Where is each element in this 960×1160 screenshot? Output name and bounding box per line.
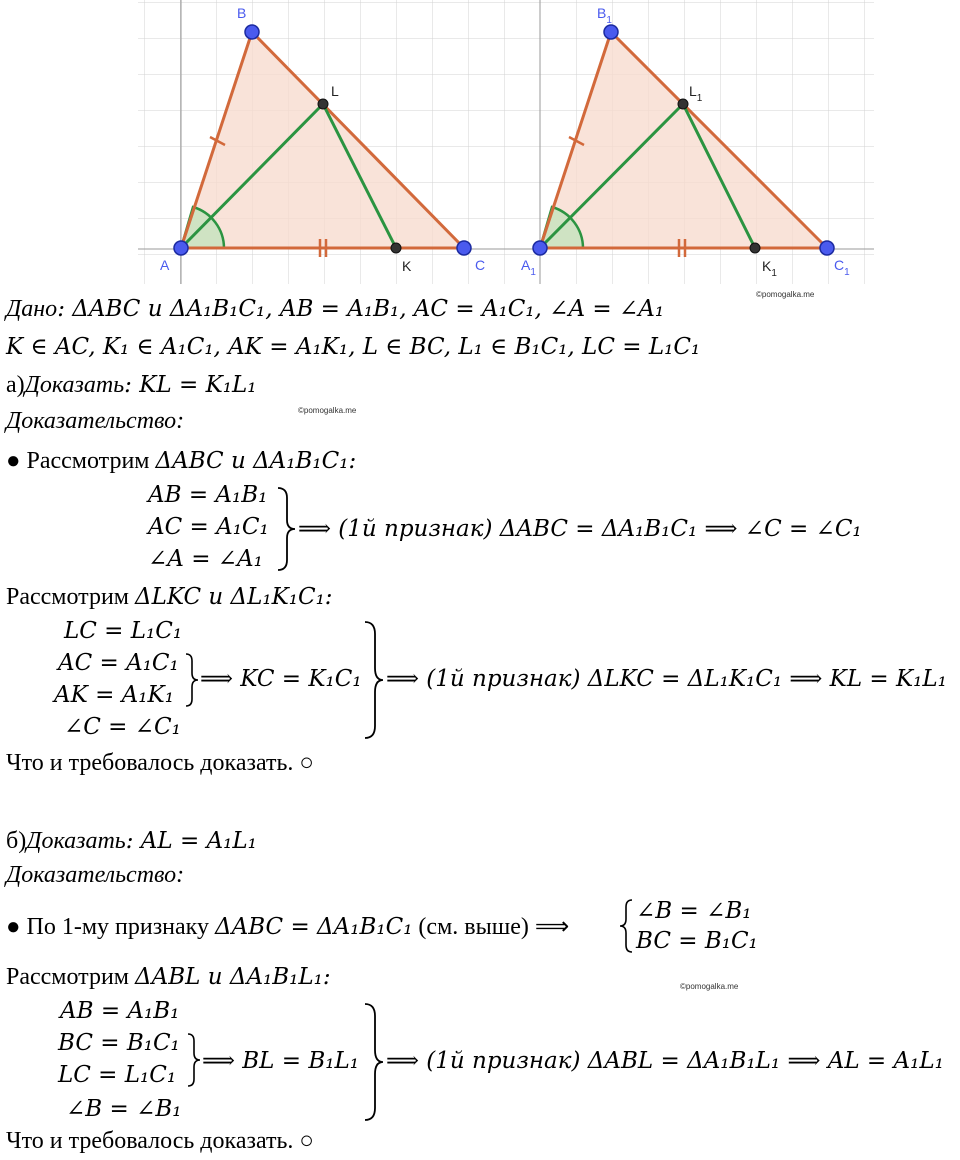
part-b-prove-statement: : AL = A₁L₁	[125, 828, 257, 854]
label-a: A	[160, 257, 170, 273]
part-a-consider-2	[6, 582, 333, 612]
sys2-top: LC = L₁C₁	[64, 618, 183, 644]
watermark: ©pomogalka.me	[756, 290, 815, 299]
part-a-qed: Что и требовалось доказать. ○	[6, 750, 314, 776]
sys2-inner-brace	[184, 652, 200, 708]
given-line-1	[6, 294, 664, 324]
part-a-proof-label: Доказательство:	[6, 408, 185, 434]
by-text: ● По 1-му признаку	[6, 914, 215, 940]
watermark: ©pomogalka.me	[298, 406, 357, 415]
sys2-inner-result: ⟹ KC = K₁C₁	[200, 666, 362, 692]
label-k1: $K_1$	[762, 258, 777, 279]
by-sys-2: BC = B₁C₁	[636, 928, 758, 954]
sys2-bottom: ∠C = ∠C₁	[64, 714, 181, 740]
part-b-prove-label: Доказать	[26, 828, 126, 854]
part-a-consider-1	[6, 446, 356, 476]
watermark: ©pomogalka.me	[680, 982, 739, 991]
sys3-inner-result: ⟹ BL = B₁L₁	[202, 1048, 359, 1074]
geometry-figure	[138, 0, 874, 288]
by-sys-1: ∠B = ∠B₁	[636, 898, 752, 924]
part-a-prove	[6, 370, 256, 400]
sys3-inner-brace	[186, 1032, 202, 1088]
sys1-result: ⟹ (1й признак) ΔABC = ΔA₁B₁C₁ ⟹ ∠C = ∠C₁	[298, 516, 862, 542]
part-b-prefix: б)	[6, 828, 27, 854]
by-note: (см. выше) ⟹	[412, 914, 570, 940]
consider-1-text: ● Рассмотрим	[6, 448, 156, 474]
sys2-outer-brace	[362, 620, 386, 740]
sys3-result: ⟹ (1й признак) ΔABL = ΔA₁B₁L₁ ⟹ AL = A₁L₁	[386, 1048, 944, 1074]
sys1-line-1: AB = A₁B₁	[148, 482, 268, 508]
sys1-line-3: ∠A = ∠A₁	[148, 546, 263, 572]
sys2-result: ⟹ (1й признак) ΔLKC = ΔL₁K₁C₁ ⟹ KL = K₁L₁	[386, 666, 947, 692]
label-a1: $A_1$	[521, 257, 536, 278]
part-b-consider	[6, 962, 331, 992]
sys1-line-2: AC = A₁C₁	[148, 514, 269, 540]
part-b-prove	[6, 826, 257, 856]
given-line-2: K ∈ AC, K₁ ∈ A₁C₁, AK = A₁K₁, L ∈ BC, L₁ ∈ B₁C₁, LC = L₁C₁	[6, 334, 701, 360]
consider-2-math: ΔLKC и ΔL₁K₁C₁:	[135, 584, 333, 610]
label-b: B	[237, 5, 247, 21]
part-a-prove-label: Доказать	[24, 372, 125, 398]
part-a-prefix: а)	[6, 372, 25, 398]
label-l1: $L_1$	[689, 83, 703, 104]
given-label: Дано	[6, 296, 58, 322]
part-b-qed: Что и требовалось доказать. ○	[6, 1128, 314, 1154]
sys3-bottom: ∠B = ∠B₁	[66, 1096, 182, 1122]
label-b1: $B_1$	[597, 5, 612, 26]
sys3-inner-3: LC = L₁C₁	[58, 1062, 177, 1088]
part-b-proof-label: Доказательство:	[6, 862, 185, 888]
consider-2-text: Рассмотрим	[6, 584, 135, 610]
sys3-inner-1: AB = A₁B₁	[60, 998, 180, 1024]
label-l: L	[331, 83, 339, 99]
sys3-outer-brace	[362, 1002, 386, 1122]
consider-b-text: Рассмотрим	[6, 964, 135, 990]
given-statement: : ΔABC и ΔA₁B₁C₁, AB = A₁B₁, AC = A₁C₁, ∠A = ∠A₁	[57, 296, 665, 322]
consider-1-math: ΔABC и ΔA₁B₁C₁:	[155, 448, 357, 474]
label-c1: $C_1$	[834, 257, 850, 278]
sys2-inner-1: AC = A₁C₁	[58, 650, 179, 676]
part-b-by-line	[6, 912, 569, 942]
sys2-inner-2: AK = A₁K₁	[54, 682, 174, 708]
label-c: C	[475, 257, 486, 273]
sys1-brace	[275, 486, 297, 572]
by-brace	[618, 898, 634, 954]
part-a-prove-statement: : KL = K₁L₁	[124, 372, 257, 398]
label-k: K	[402, 258, 412, 274]
consider-b-math: ΔABL и ΔA₁B₁L₁:	[135, 964, 331, 990]
sys3-inner-2: BC = B₁C₁	[58, 1030, 180, 1056]
by-math: ΔABC = ΔA₁B₁C₁	[215, 914, 413, 940]
